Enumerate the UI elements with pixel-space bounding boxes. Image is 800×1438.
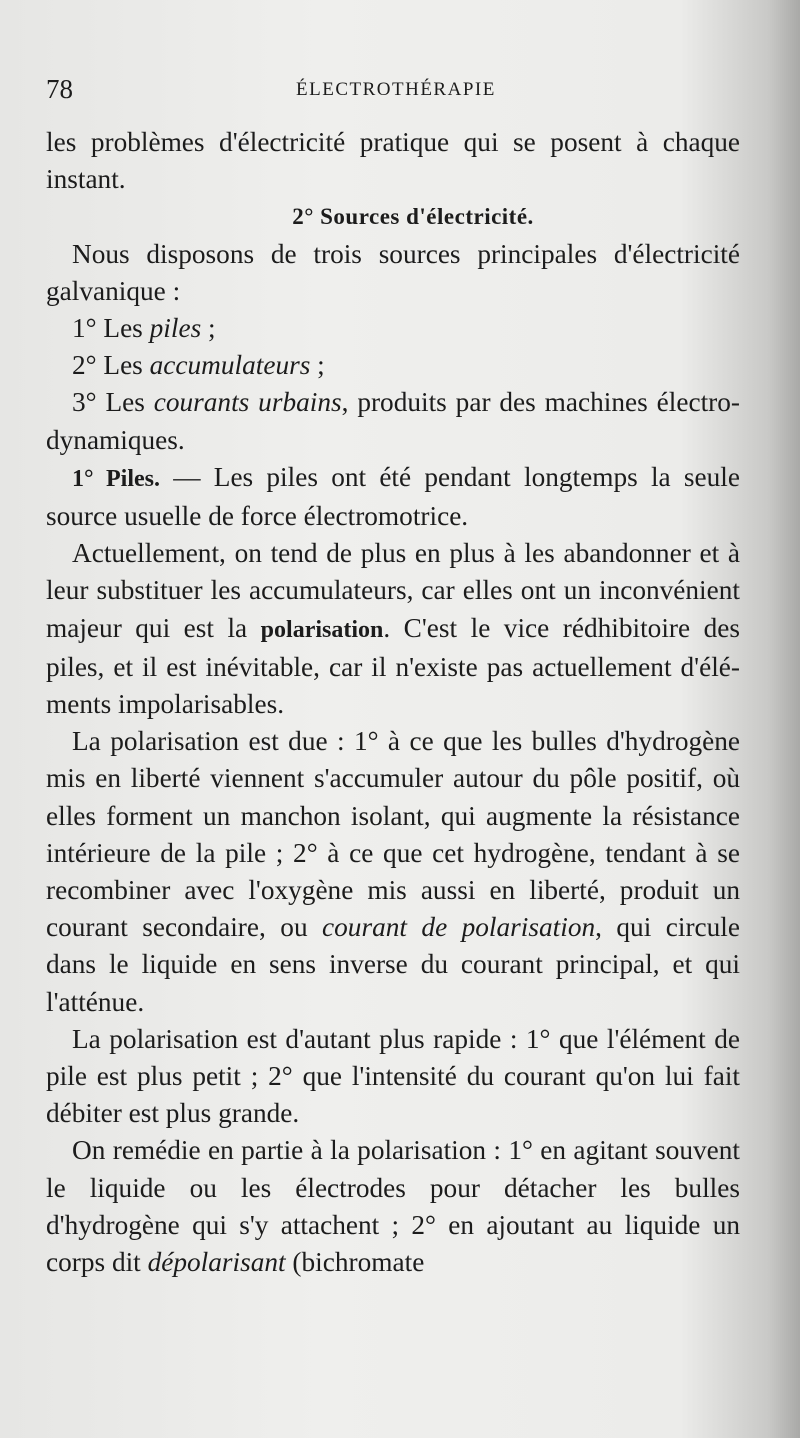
page-header [46,72,740,106]
paragraph-sources-intro: Nous disposons de trois sources principales d'électricité galvanique : [46,238,740,306]
paragraph-actuellement [46,535,740,723]
list-item-rest: ; [201,313,216,344]
paragraph-text: On remédie en partie à la polarisation : 1° en agitant souvent le liquide ou les électrodes pour détacher les bulles d'hydrogène qui s'y attachent ; 2° en ajoutant au liquide un corps dit [46,1135,740,1278]
list-item-number: 2° Les [72,350,150,381]
paragraph-continuation: les problèmes d'électricité pratique qui se posent à chaque instant. [46,127,740,195]
list-item-term: piles [149,313,202,344]
body-text [46,124,740,1281]
paragraph-text: . C'est le vice rédhibitoire des piles, et il est inévitable, car il n'existe pas actuellement d'éléments impolarisables. [46,612,740,720]
paragraph-piles-text: — Les piles ont été pendant longtemps la seule source usuelle de force électromotrice. [46,461,740,532]
list-item-number: 3° Les [72,387,154,418]
section-heading: 2° Sources d'électricité. [292,204,534,230]
list-item-rest: ; [310,350,325,381]
paragraph-text: (bichromate [285,1247,425,1278]
page-number: 78 [46,74,73,104]
list-item-term: accumulateurs [149,350,311,381]
term-polarisation: polarisation [260,616,384,643]
list-item-accumulateurs [46,347,740,384]
paragraph-polarisation-rapidity: La polarisation est d'autant plus rapide : 1° que l'élément de pile est plus petit ; 2° que l'intensité du courant qu'on lui fait débiter est plus grande. [46,1023,740,1129]
list-item-rest: , produits par des machines électro-dynamiques. [46,387,740,455]
subsection-heading: 1° Piles. [72,465,160,492]
paragraph-text: , qui circule dans le liquide en sens inverse du courant principal, et qui l'atténue. [46,912,740,1017]
paragraph-piles [46,459,740,535]
paragraph-text: Actuellement, on tend de plus en plus à les abandonner et à leur substituer les accumulateurs, car elles ont un inconvénient majeur qui est la [46,538,740,643]
list-item-term: courants urbains [153,387,342,418]
list-item-number: 1° Les [72,313,150,344]
list-item-courants-urbains [46,384,740,458]
running-title: ÉLECTROTHÉRAPIE [296,79,496,100]
paragraph-polarisation-cause [46,723,740,1021]
term-courant-de-polarisation: courant de polarisation [322,912,596,943]
list-item-piles [46,310,740,347]
term-depolarisant: dépolarisant [147,1247,286,1278]
paragraph-remedy [46,1132,740,1281]
paragraph-text: La polarisation est due : 1° à ce que les bulles d'hydrogène mis en liberté viennent s'accumuler autour du pôle positif, où elles forment un manchon isolant, qui augmente la résistance intérieure de la pile ; 2° à ce que cet hydrogène, tendant à se recombiner avec l'oxygène mis aussi en liberté, produit un courant secondaire, ou [46,726,740,943]
